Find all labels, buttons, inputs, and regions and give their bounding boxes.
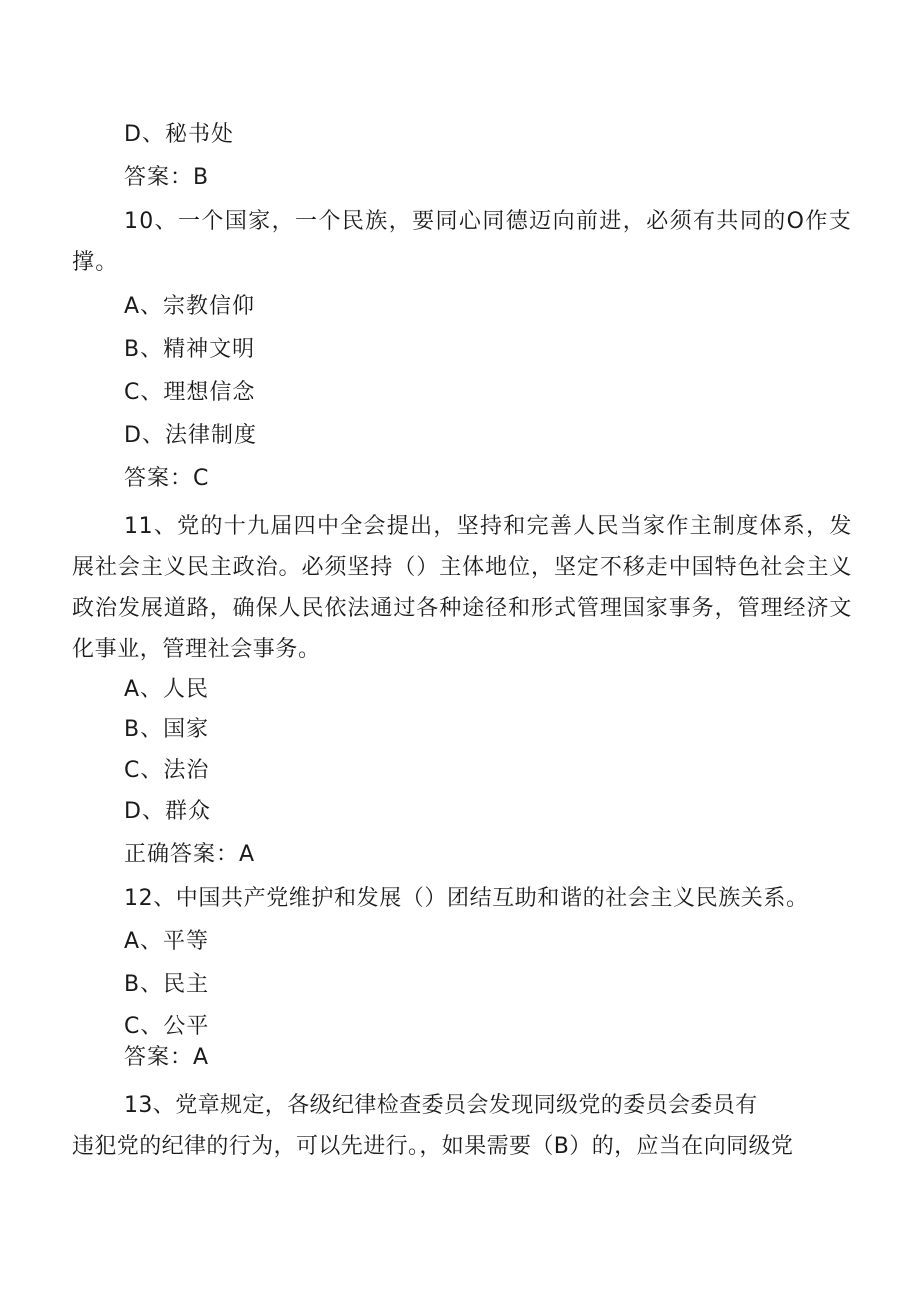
q10-option-c: C、理想信念 — [124, 380, 256, 405]
q10-option-d: D、法律制度 — [124, 423, 257, 448]
q10-question: 10、一个国家，一个民族，要同心同德迈向前进，必须有共同的O作支撑。 — [72, 209, 852, 275]
q11-answer: 正确答案：A — [124, 842, 256, 867]
q13-question-line1: 13、党章规定，各级纪律检查委员会发现同级党的委员会委员有 — [124, 1093, 758, 1118]
q9-answer: 答案：B — [124, 165, 210, 190]
q9-option-d: D、秘书处 — [124, 122, 234, 147]
q10-option-b: B、精神文明 — [124, 337, 256, 362]
q10-answer: 答案：C — [124, 466, 210, 491]
q12-question: 12、中国共产党维护和发展（）团结互助和谐的社会主义民族关系。 — [124, 886, 809, 911]
q11-question: 11、党的十九届四中全会提出，坚持和完善人民当家作主制度体系，发展社会主义民主政治。必须坚持（）主体地位，坚定不移走中国特色社会主义政治发展道路，确保人民依法通过各种途径和形式管理国家事务，管理经济文化事业，管理社会事务。 — [72, 514, 852, 662]
q12-answer: 答案：A — [124, 1045, 210, 1070]
q11-option-a: A、人民 — [124, 677, 210, 702]
q12-option-a: A、平等 — [124, 929, 210, 954]
q11-option-b: B、国家 — [124, 717, 210, 742]
q13-question-line2: 违犯党的纪律的行为，可以先进行。，如果需要（B）的，应当在向同级党 — [72, 1134, 794, 1159]
q12-option-b: B、民主 — [124, 972, 210, 997]
q12-option-c: C、公平 — [124, 1014, 210, 1039]
q11-option-c: C、法治 — [124, 758, 210, 783]
q11-option-d: D、群众 — [124, 799, 211, 824]
q10-option-a: A、宗教信仰 — [124, 294, 256, 319]
